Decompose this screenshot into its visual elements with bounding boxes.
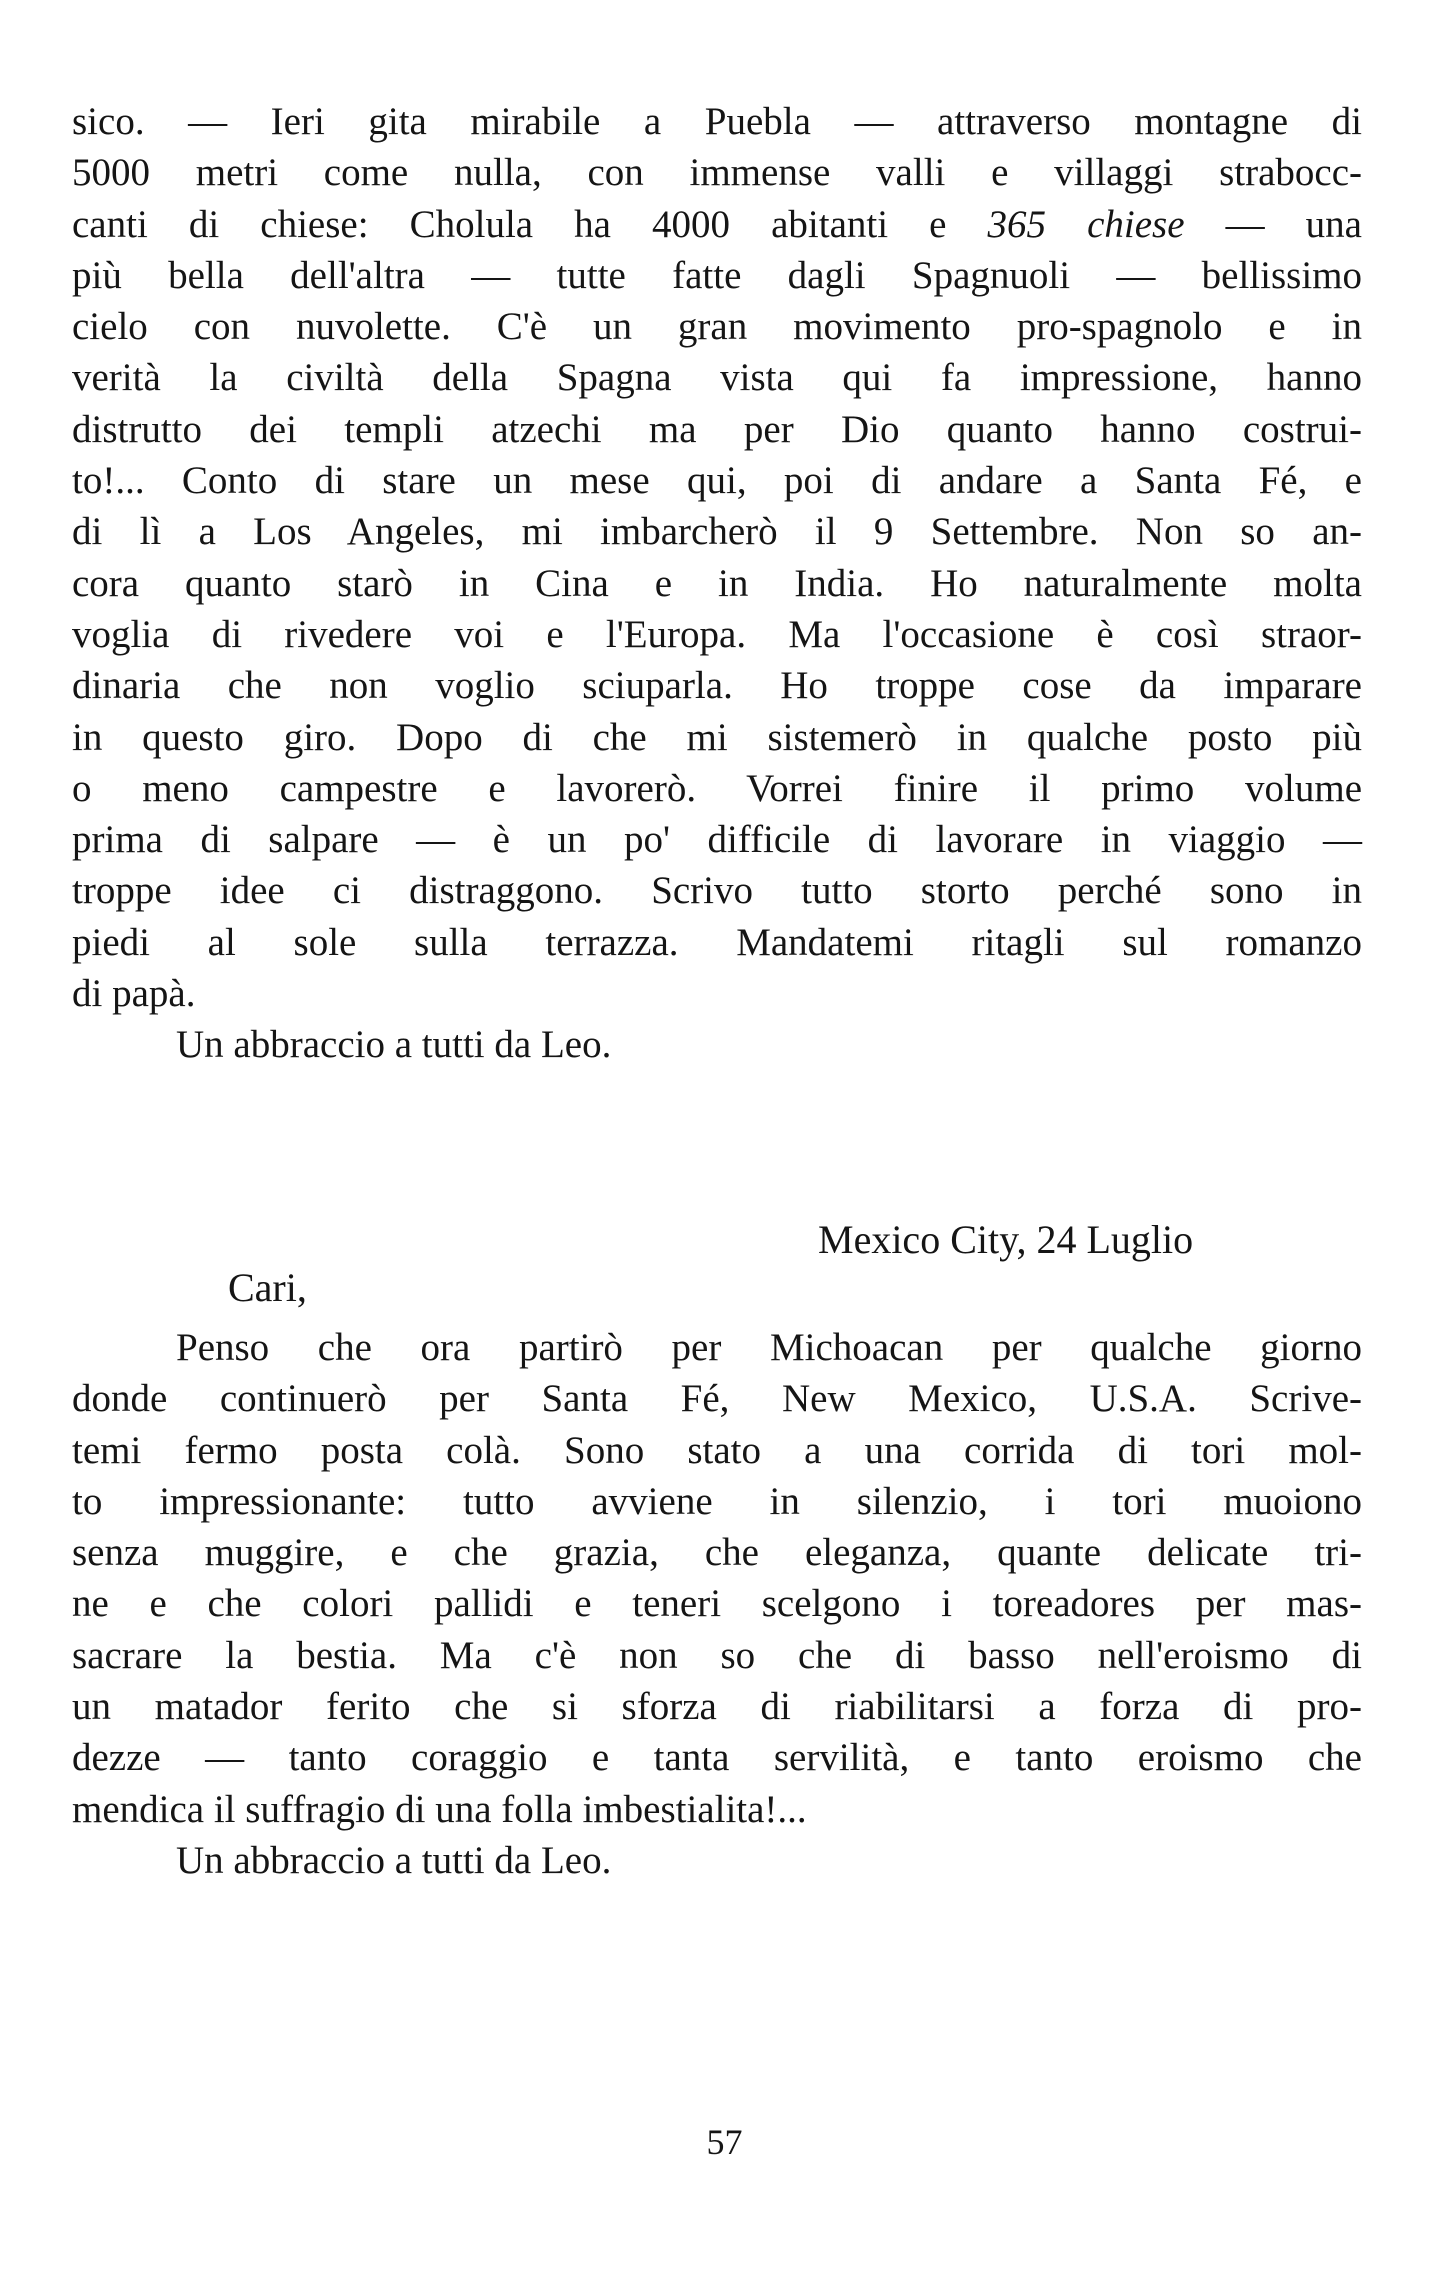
body-line: prima di salpare — è un po' difficile di lavorare in viaggio — [72, 818, 1362, 862]
body-line: mendica il suffragio di una folla imbestialita!... [72, 1787, 807, 1831]
letter-salutation: Cari, [228, 1265, 307, 1310]
body-line: distrutto dei templi atzechi ma per Dio quanto hanno costrui- [72, 407, 1362, 451]
body-line-part: canti di chiese: Cholula ha 4000 abitanti e [72, 202, 988, 246]
body-line: senza muggire, e che grazia, che eleganza, quante delicate tri- [72, 1531, 1362, 1575]
body-line: to impressionante: tutto avviene in silenzio, i tori muoiono [72, 1479, 1362, 1523]
body-line: Penso che ora partirò per Michoacan per qualche giorno [176, 1326, 1362, 1369]
body-line: o meno campestre e lavorerò. Vorrei finire il primo volume [72, 766, 1362, 810]
body-line: più bella dell'altra — tutte fatte dagli Spagnuoli — bellissimo [72, 253, 1362, 297]
body-line: di lì a Los Angeles, mi imbarcherò il 9 Settembre. Non so an- [72, 510, 1362, 554]
body-line: di papà. [72, 972, 196, 1016]
body-line: dezze — tanto coraggio e tanta servilità, e tanto eroismo che [72, 1736, 1362, 1780]
body-line: verità la civiltà della Spagna vista qui fa impressione, hanno [72, 356, 1362, 400]
letter-closing: Un abbraccio a tutti da Leo. [176, 1023, 612, 1067]
body-line: cielo con nuvolette. C'è un gran movimento pro-spagnolo e in [72, 305, 1362, 349]
letter-continued-body [72, 96, 1362, 1071]
body-line: 5000 metri come nulla, con immense valli e villaggi strabocc- [72, 151, 1362, 195]
body-line: piedi al sole sulla terrazza. Mandatemi ritagli sul romanzo [72, 920, 1362, 964]
body-line: ne e che colori pallidi e teneri scelgono i toreadores per mas- [72, 1582, 1362, 1626]
next-letter-body [72, 1322, 1362, 1886]
body-line: temi fermo posta colà. Sono stato a una corrida di tori mol- [72, 1428, 1362, 1472]
body-line: voglia di rivedere voi e l'Europa. Ma l'occasione è così straor- [72, 612, 1362, 656]
body-line: in questo giro. Dopo di che mi sistemerò in qualche posto più [72, 715, 1362, 759]
italic-text: 365 chiese [987, 202, 1185, 246]
letter-closing: Un abbraccio a tutti da Leo. [176, 1838, 612, 1882]
body-line: un matador ferito che si sforza di riabilitarsi a forza di pro- [72, 1685, 1362, 1729]
body-line: sacrare la bestia. Ma c'è non so che di basso nell'eroismo di [72, 1633, 1362, 1677]
letter-dateline: Mexico City, 24 Luglio [818, 1217, 1194, 1262]
page-number: 57 [706, 2122, 743, 2162]
body-line: dinaria che non voglio sciuparla. Ho troppe cose da imparare [72, 664, 1362, 708]
body-line: cora quanto starò in Cina e in India. Ho naturalmente molta [72, 561, 1362, 605]
body-line: troppe idee ci distraggono. Scrivo tutto storto perché sono in [72, 869, 1362, 913]
body-line: to!... Conto di stare un mese qui, poi di andare a Santa Fé, e [72, 459, 1362, 503]
body-line [72, 199, 1362, 250]
body-line: donde continuerò per Santa Fé, New Mexico, U.S.A. Scrive- [72, 1377, 1362, 1421]
body-line: sico. — Ieri gita mirabile a Puebla — attraverso montagne di [72, 100, 1362, 143]
body-line-part: — una [1184, 202, 1362, 246]
